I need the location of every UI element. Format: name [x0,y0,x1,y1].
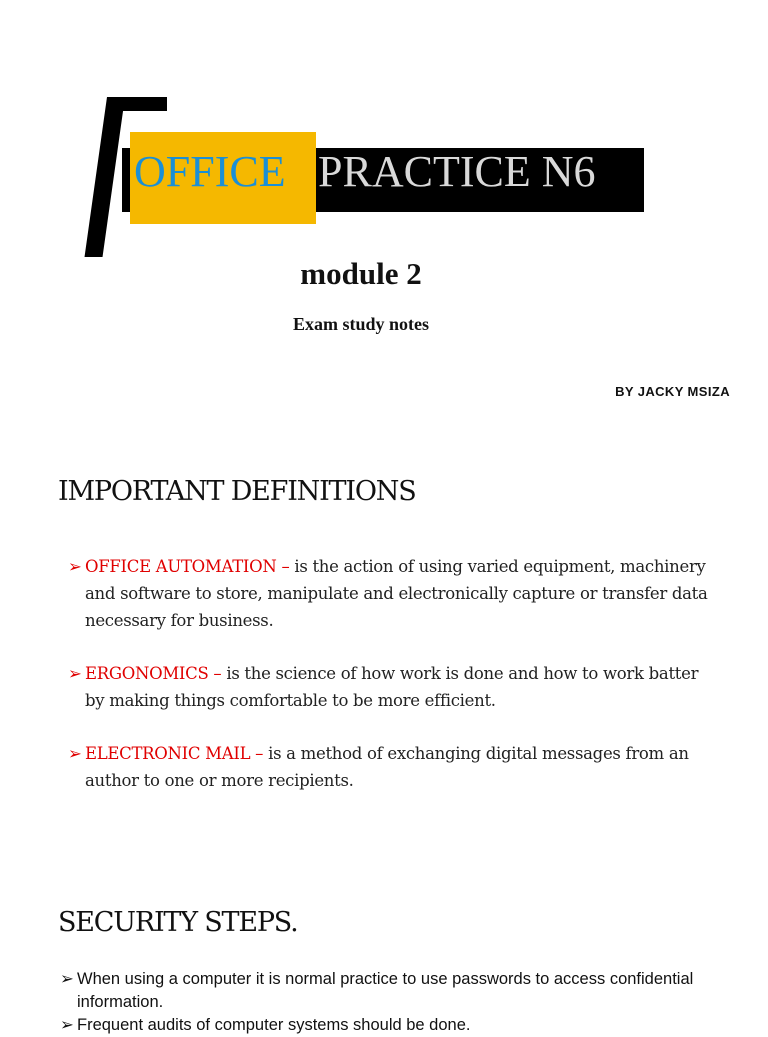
security-item [60,1014,750,1037]
arrow-bullet-icon: ➢ [68,664,82,683]
arrow-bullet-icon: ➢ [68,557,82,576]
arrow-bullet-icon: ➢ [60,970,74,988]
definition-text: is the action of using varied equipment, machinery and software to store, manipulate and electronically capture or transfer data necessary for business. [85,557,708,630]
module-title: module 2 [300,256,422,291]
security-heading: SECURITY STEPS. [58,907,298,938]
security-list [60,968,750,1037]
definition-item [68,553,708,634]
definitions-heading: IMPORTANT DEFINITIONS [58,476,416,507]
definition-text: is a method of exchanging digital messages from an author to one or more recipients. [85,744,689,790]
definition-item [68,740,708,794]
definition-item [68,660,708,714]
security-item [60,968,750,1014]
definition-term: ELECTRONIC MAIL – [85,744,264,763]
logo-word-office: OFFICE [134,147,286,196]
title-logo [104,94,649,260]
security-text: When using a computer it is normal practice to use passwords to access confidential information. [77,970,694,1011]
arrow-bullet-icon: ➢ [60,1016,74,1034]
definition-text: is the science of how work is done and how to work batter by making things comfortable to be more efficient. [85,664,699,710]
security-text: Frequent audits of computer systems should be done. [77,1016,471,1034]
logo-bracket-horizontal [107,97,167,111]
subtitle: Exam study notes [292,314,430,334]
logo-word-practice: PRACTICE N6 [318,147,596,196]
author-byline: BY JACKY MSIZA [615,384,730,399]
definition-term: ERGONOMICS – [85,664,222,683]
definitions-list [68,553,708,820]
logo-bracket-vertical [85,97,125,257]
arrow-bullet-icon: ➢ [68,744,82,763]
definition-term: OFFICE AUTOMATION – [85,557,290,576]
